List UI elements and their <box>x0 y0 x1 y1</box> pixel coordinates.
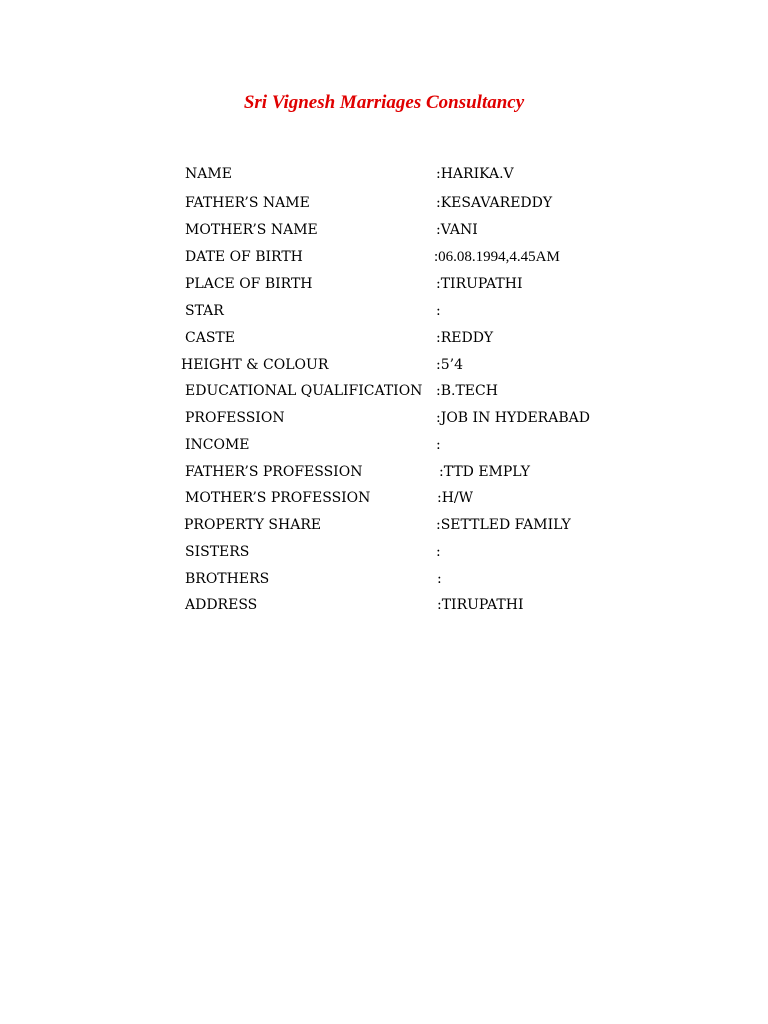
field-value: :JOB IN HYDERABAD <box>436 410 590 426</box>
field-value: : <box>436 437 441 453</box>
field-label: HEIGHT & COLOUR <box>181 357 329 373</box>
field-label: PROPERTY SHARE <box>184 517 322 533</box>
field-value: :VANI <box>436 222 478 238</box>
field-value: :REDDY <box>436 330 494 346</box>
field-label: MOTHER’S PROFESSION <box>185 490 371 506</box>
field-value: :06.08.1994,4.45AM <box>434 249 560 265</box>
field-label: FATHER’S NAME <box>185 195 310 211</box>
field-value: :TIRUPATHI <box>436 276 523 292</box>
field-label: CASTE <box>185 330 235 346</box>
field-label: INCOME <box>185 437 250 453</box>
field-label: MOTHER’S NAME <box>185 222 318 238</box>
field-label: DATE OF BIRTH <box>185 249 303 265</box>
field-label: PROFESSION <box>185 410 285 426</box>
field-value: : <box>436 544 441 560</box>
field-label: SISTERS <box>185 544 250 560</box>
field-label: EDUCATIONAL QUALIFICATION <box>185 383 423 399</box>
field-value: :KESAVAREDDY <box>436 195 553 211</box>
field-value: :5’4 <box>436 357 463 373</box>
field-value: :HARIKA.V <box>436 166 514 182</box>
field-value: : <box>437 571 442 587</box>
field-label: FATHER’S PROFESSION <box>185 464 363 480</box>
field-label: PLACE OF BIRTH <box>185 276 313 292</box>
field-value: :B.TECH <box>436 383 498 399</box>
field-label: ADDRESS <box>185 597 258 613</box>
field-value: : <box>436 303 441 319</box>
field-label: STAR <box>185 303 224 319</box>
field-value: :TIRUPATHI <box>437 597 524 613</box>
field-value: :H/W <box>437 490 474 506</box>
field-value: :SETTLED FAMILY <box>436 517 571 533</box>
page-title: Sri Vignesh Marriages Consultancy <box>243 92 525 113</box>
field-label: BROTHERS <box>185 571 270 587</box>
field-label: NAME <box>185 166 232 182</box>
field-value: :TTD EMPLY <box>439 464 530 480</box>
